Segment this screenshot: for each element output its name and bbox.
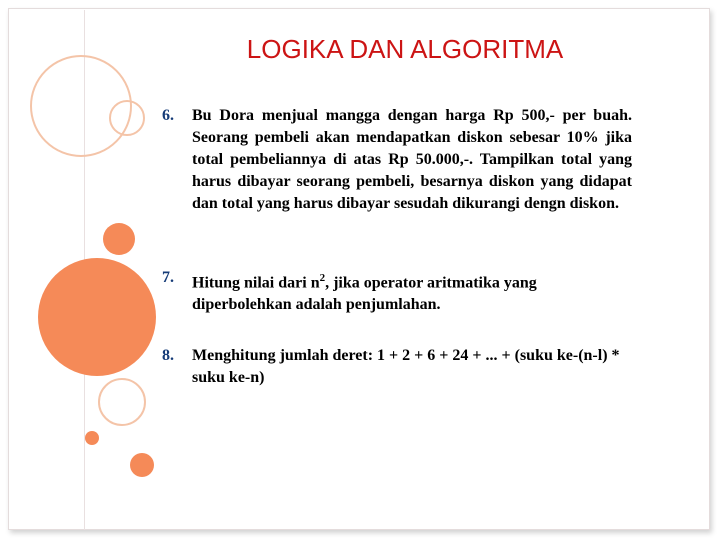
slide-title: LOGIKA DAN ALGORITMA: [246, 34, 564, 64]
item-number: 6.: [162, 107, 174, 124]
decorative-circle-bottom: [130, 453, 154, 477]
item-text-part: Hitung nilai dari n: [192, 274, 320, 292]
decorative-circle-small: [103, 223, 135, 255]
list-item: [162, 345, 632, 389]
list-item: [162, 105, 632, 215]
decorative-circle-large: [38, 258, 156, 376]
item-number: 8.: [162, 347, 174, 364]
decorative-ring-medium: [98, 378, 146, 426]
item-text: Bu Dora menjual mangga dengan harga Rp 500,- per buah. Seorang pembeli akan mendapatkan diskon sebesar 10% jika total pembeliannya di atas Rp 50.000,-. Tampilkan total yang harus dibayar seorang pembeli, besarnya diskon yang didapat dan total yang harus dibayar sesudah dikurangi dengn diskon.: [192, 107, 632, 212]
decorative-ring-small: [109, 100, 145, 136]
item-text: Menghitung jumlah deret: 1 + 2 + 6 + 24 + ... + (suku ke-(n-l) * suku ke-n): [192, 347, 620, 386]
superscript: 2: [319, 272, 326, 284]
item-number: 7.: [162, 269, 174, 286]
item-text-part: , jika operator aritmatika yang diperbolehkan adalah penjumlahan.: [192, 274, 537, 314]
decorative-dot: [85, 431, 99, 445]
list-item: [162, 267, 632, 316]
item-text: [192, 267, 632, 316]
